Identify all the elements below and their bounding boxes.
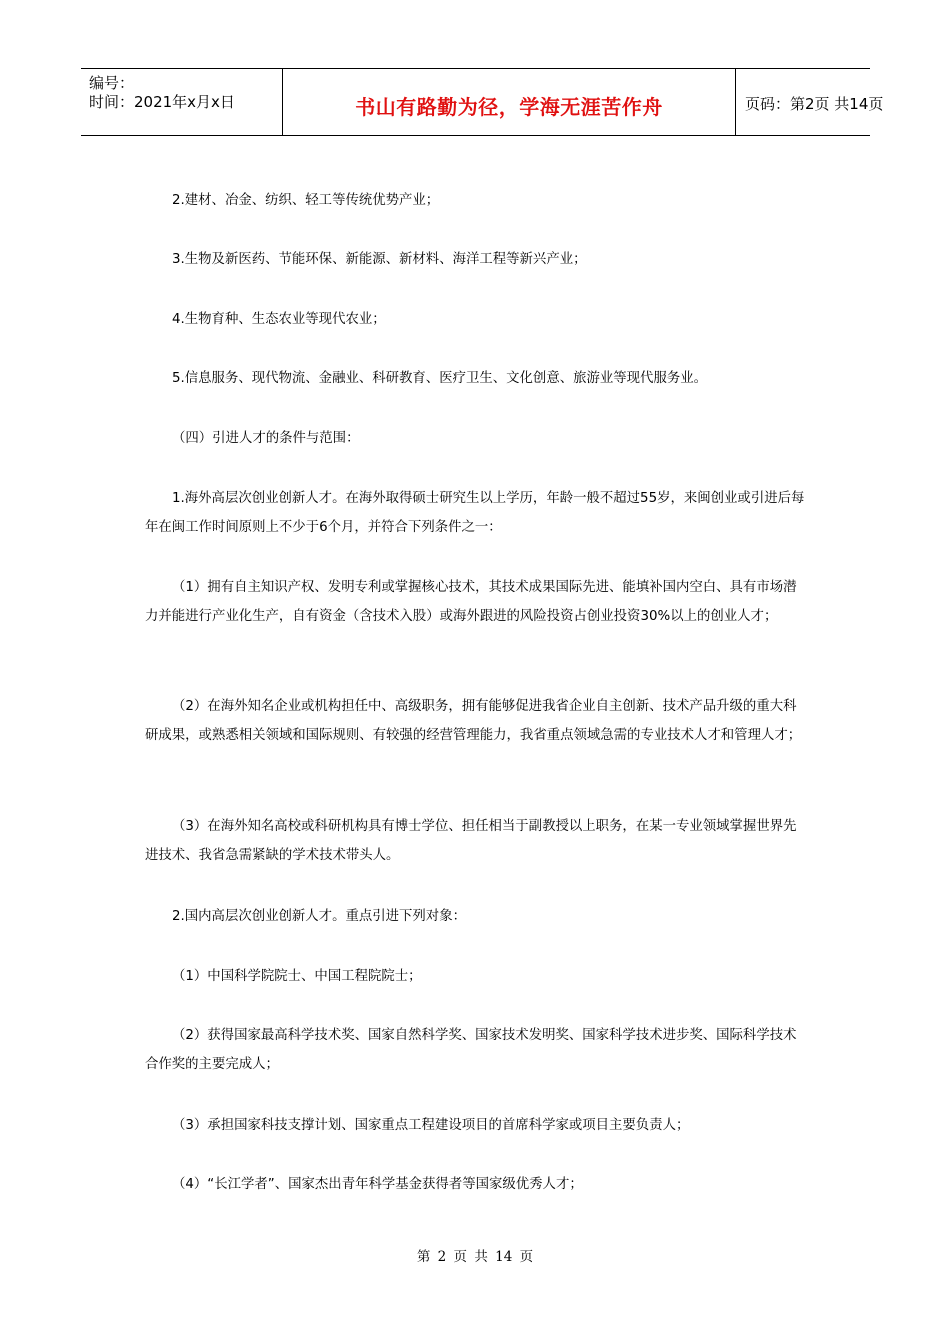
header-info-cell bbox=[81, 69, 282, 135]
header-page-number: 页码：第2页 共14页 bbox=[745, 95, 884, 113]
paragraph: 3.生物及新医药、节能环保、新能源、新材料、海洋工程等新兴产业； bbox=[172, 252, 587, 267]
header-page-cell bbox=[736, 69, 884, 135]
paragraph: （2）获得国家最高科学技术奖、国家自然科学奖、国家技术发明奖、国家科学技术进步奖、国际科学技术合作奖的主要完成人； bbox=[145, 1028, 797, 1072]
page-footer: 第 2 页 共 14 页 bbox=[416, 1249, 534, 1265]
paragraph: 2.建材、冶金、纺织、轻工等传统优势产业； bbox=[172, 193, 440, 208]
header-motto-cell bbox=[282, 69, 736, 135]
paragraph: 5.信息服务、现代物流、金融业、科研教育、医疗卫生、文化创意、旅游业等现代服务业。 bbox=[172, 371, 708, 386]
paragraph: （1）拥有自主知识产权、发明专利或掌握核心技术，其技术成果国际先进、能填补国内空白、具有市场潜力并能进行产业化生产，自有资金（含技术入股）或海外跟进的风险投资占创业投资30%以上的创业人才； bbox=[145, 580, 797, 624]
paragraph: 2.国内高层次创业创新人才。重点引进下列对象： bbox=[172, 909, 466, 924]
paragraph: 1.海外高层次创业创新人才。在海外取得硕士研究生以上学历，年龄一般不超过55岁，来闽创业或引进后每年在闽工作时间原则上不少于6个月，并符合下列条件之一： bbox=[145, 491, 805, 535]
paragraph: （3）在海外知名高校或科研机构具有博士学位、担任相当于副教授以上职务，在某一专业领域掌握世界先进技术、我省急需紧缺的学术技术带头人。 bbox=[145, 819, 797, 863]
date-label: 时间：2021年x月x日 bbox=[89, 93, 235, 111]
serial-number-label: 编号： bbox=[89, 74, 135, 92]
paragraph: （4）“长江学者”、国家杰出青年科学基金获得者等国家级优秀人才； bbox=[172, 1177, 583, 1192]
paragraph: （3）承担国家科技支撑计划、国家重点工程建设项目的首席科学家或项目主要负责人； bbox=[172, 1118, 690, 1133]
paragraph: （四）引进人才的条件与范围： bbox=[172, 431, 360, 446]
paragraph: （2）在海外知名企业或机构担任中、高级职务，拥有能够促进我省企业自主创新、技术产品升级的重大科研成果，或熟悉相关领域和国际规则、有较强的经营管理能力，我省重点领域急需的专业技术人才和管理人才； bbox=[145, 699, 802, 743]
motto-text: 书山有路勤为径，学海无涯苦作舟 bbox=[355, 95, 663, 119]
paragraph: 4.生物育种、生态农业等现代农业； bbox=[172, 312, 386, 327]
paragraph: （1）中国科学院院士、中国工程院院士； bbox=[172, 969, 422, 984]
document-header bbox=[81, 68, 884, 136]
